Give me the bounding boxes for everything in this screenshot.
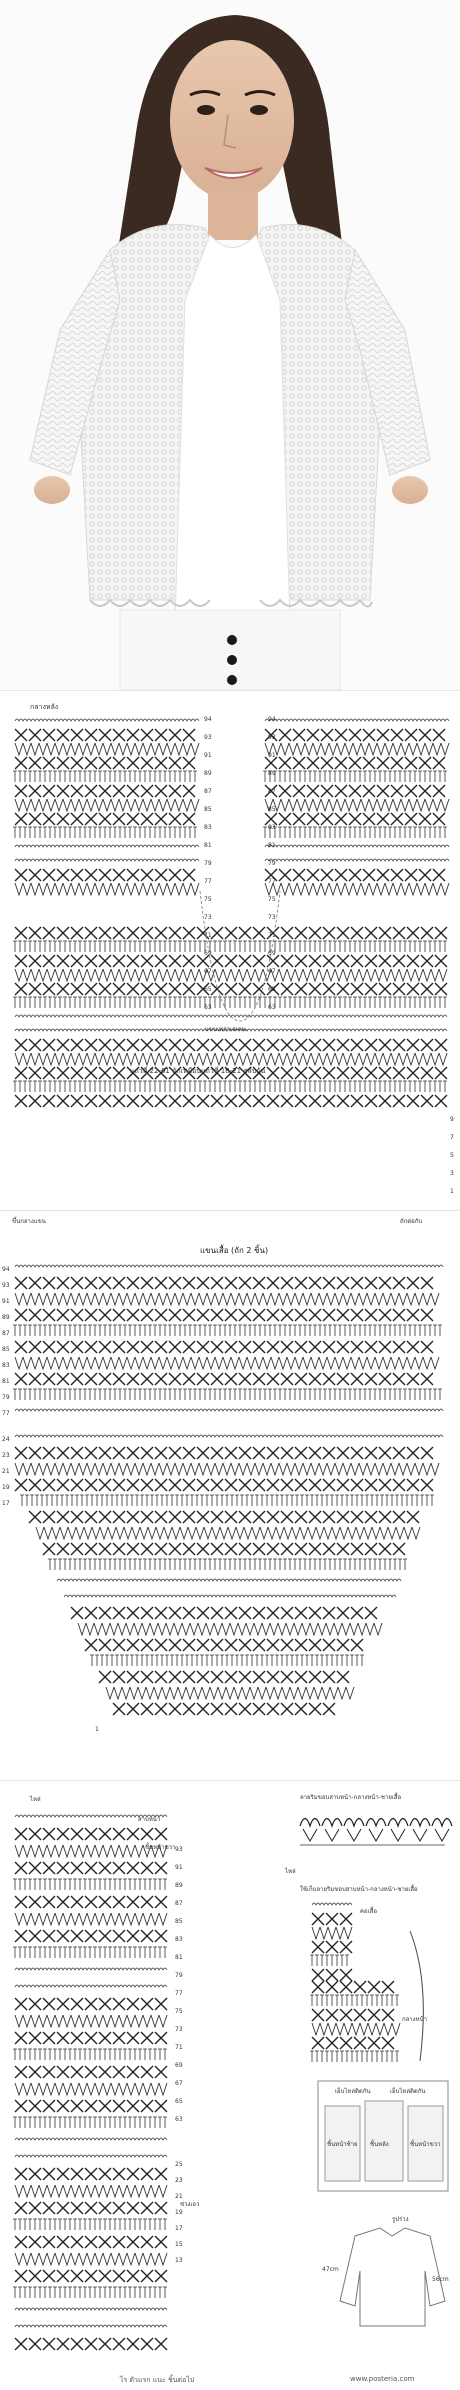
row-number-right: 94 <box>268 716 276 723</box>
front-placket-label: สาบหน้า <box>138 1816 161 1823</box>
row-number-right: 67 <box>268 968 276 975</box>
row-number-right: 75 <box>268 896 276 903</box>
sleeve-bottom-row-number: 1 <box>95 1726 99 1733</box>
sleeve-cap-row-number: 23 <box>2 1452 10 1459</box>
row-number-right: 87 <box>268 788 276 795</box>
row-number-left: 77 <box>204 878 212 885</box>
front-row-number: 69 <box>175 2062 183 2069</box>
sleeve-chart <box>0 1210 460 1781</box>
sleeve-cap-row <box>20 1495 434 1506</box>
edging-title: ลายริมขอบสาบหน้า-กลางหน้า-ชายเสื้อ <box>300 1794 402 1801</box>
edging-note: ใช้เก็บลายริมขอบสาบหน้า-กลางหน้า-ชายเสื้อ <box>300 1886 418 1893</box>
back-panel-chart <box>0 690 460 1211</box>
back-label: ชิ้นหลัง <box>370 2141 389 2148</box>
sleeve-cap-row-number: 24 <box>2 1436 10 1443</box>
sleeve-center-note: ขึ้นกลางแขน <box>12 1218 46 1225</box>
row-number-left: 71 <box>204 932 212 939</box>
front-side-row-number: 23 <box>175 2177 183 2184</box>
row-number-right: 91 <box>268 752 276 759</box>
sleeve-title: แขนเสื้อ (ถัก 2 ชิ้น) <box>200 1246 269 1255</box>
right-front-label: ชิ้นหน้าขวา <box>145 1844 176 1851</box>
armhole-label: แขนเพลาเลเดน <box>205 1026 246 1033</box>
length-measure: 56cm <box>432 2276 449 2283</box>
front-row-number: 89 <box>175 1882 183 1889</box>
row-number-right: 83 <box>268 824 276 831</box>
row-number-left: 93 <box>204 734 212 741</box>
row-number-bottom: 9 <box>450 1116 454 1123</box>
shoulder-label: ไหล่ <box>30 1796 41 1803</box>
left-front-label: ชิ้นหน้าซ้าย <box>327 2141 358 2148</box>
front-row-number: 63 <box>175 2116 183 2123</box>
back-center-label: กลางหลัง <box>30 703 59 711</box>
right-front-diagram-label: ชิ้นหน้าขวา <box>410 2141 441 2148</box>
row-number-left: 87 <box>204 788 212 795</box>
front-row-number: 77 <box>175 1990 183 1997</box>
front-row-number: 71 <box>175 2044 183 2051</box>
row-number-left: 69 <box>204 950 212 957</box>
sleeve-join-note: ถักต่อกับ <box>400 1218 423 1225</box>
seam-label-1: เย็บไหล่ติดกัน <box>335 2088 371 2095</box>
front-row-number: 65 <box>175 2098 183 2105</box>
row-number-left: 83 <box>204 824 212 831</box>
front-row-number: 79 <box>175 1972 183 1979</box>
row-number-left: 65 <box>204 986 212 993</box>
sleeve-row-number: 89 <box>2 1314 10 1321</box>
sleeve-row-number: 87 <box>2 1330 10 1337</box>
row-number-right: 69 <box>268 950 276 957</box>
row-number-right: 85 <box>268 806 276 813</box>
front-row-number: 67 <box>175 2080 183 2087</box>
front-row-number: 81 <box>175 1954 183 1961</box>
front-row-number: 73 <box>175 2026 183 2033</box>
sleeve-cap-row-number: 19 <box>2 1484 10 1491</box>
front-row-number: 91 <box>175 1864 183 1871</box>
sleeve-cap-row-number: 17 <box>2 1500 10 1507</box>
row-number-right: 71 <box>268 932 276 939</box>
waist-label: ช่วงเอว <box>180 2201 200 2208</box>
row-number-bottom: 7 <box>450 1134 454 1141</box>
front-row-number: 85 <box>175 1918 183 1925</box>
sleeve-cap-row-number: 21 <box>2 1468 10 1475</box>
row-number-left: 75 <box>204 896 212 903</box>
sleeve-row-number: 91 <box>2 1298 10 1305</box>
row-number-right: 77 <box>268 878 276 885</box>
collar-label: คอเสื้อ <box>360 1908 377 1915</box>
front-side-row-number: 19 <box>175 2209 183 2216</box>
row-number-right: 63 <box>268 1004 276 1011</box>
row-number-left: 91 <box>204 752 212 759</box>
repeat-note: แถวที่ 22-61 ถักเหมือนแถวที่ 18-21 สลับกัน <box>130 1067 266 1075</box>
row-number-right: 79 <box>268 860 276 867</box>
row-number-right: 65 <box>268 986 276 993</box>
sleeve-row-number: 94 <box>2 1266 10 1273</box>
front-row-number: 75 <box>175 2008 183 2015</box>
seam-label-2: เย็บไหล่ติดกัน <box>390 2088 426 2095</box>
row-number-left: 79 <box>204 860 212 867</box>
front-row-number: 87 <box>175 1900 183 1907</box>
shoulder-detail-label: ไหล่ <box>285 1868 296 1875</box>
footer-left: ไร ตัวแรก แนะ ชิ้นต่อไป <box>120 2376 195 2384</box>
row-number-bottom: 5 <box>450 1152 454 1159</box>
row-number-left: 63 <box>204 1004 212 1011</box>
sleeve-row-number: 79 <box>2 1394 10 1401</box>
row-number-left: 85 <box>204 806 212 813</box>
front-row-number: 83 <box>175 1936 183 1943</box>
sleeve-row-number: 77 <box>2 1410 10 1417</box>
row-number-left: 81 <box>204 842 212 849</box>
front-side-row-number: 17 <box>175 2225 183 2232</box>
row-number-left: 67 <box>204 968 212 975</box>
row-number-left: 94 <box>204 716 212 723</box>
front-side-row-number: 21 <box>175 2193 183 2200</box>
page-footer <box>0 2370 460 2390</box>
row-number-left: 73 <box>204 914 212 921</box>
front-side-row-number: 25 <box>175 2161 183 2168</box>
garment-label: รูปร่าง <box>392 2216 409 2223</box>
row-number-right: 81 <box>268 842 276 849</box>
footer-right: www.posteria.com <box>350 2375 415 2383</box>
sleeve-row-number: 85 <box>2 1346 10 1353</box>
front-side-row-number: 13 <box>175 2257 183 2264</box>
row-number-right: 73 <box>268 914 276 921</box>
sleeve-row-number: 81 <box>2 1378 10 1385</box>
front-row-number: 93 <box>175 1846 183 1853</box>
sleeve-row-number: 93 <box>2 1282 10 1289</box>
front-center-label: กลางหน้า <box>402 2016 428 2023</box>
width-measure: 47cm <box>322 2266 339 2273</box>
sleeve-row-number: 83 <box>2 1362 10 1369</box>
row-number-right: 93 <box>268 734 276 741</box>
row-number-right: 89 <box>268 770 276 777</box>
model-photo <box>0 0 460 690</box>
model-illustration <box>0 0 460 690</box>
row-number-bottom: 3 <box>450 1170 454 1177</box>
front-panel-chart <box>0 1780 460 2371</box>
front-side-row-number: 15 <box>175 2241 183 2248</box>
row-number-bottom: 1 <box>450 1188 454 1195</box>
row-number-left: 89 <box>204 770 212 777</box>
